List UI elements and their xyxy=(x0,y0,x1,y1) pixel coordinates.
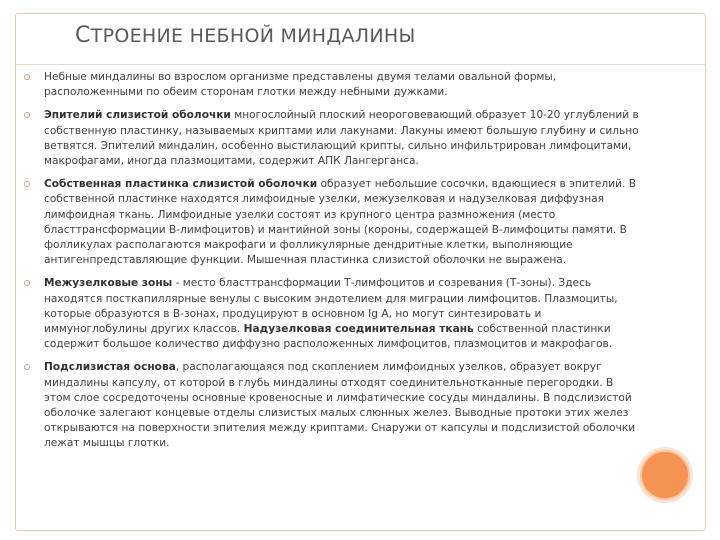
title-first-letter: С xyxy=(75,23,91,48)
bullet-icon xyxy=(24,280,30,286)
list-item xyxy=(22,360,642,451)
list-item xyxy=(22,276,642,352)
bullet-icon xyxy=(24,74,30,80)
list-item xyxy=(22,177,642,268)
bullet-icon xyxy=(24,181,30,187)
title-divider xyxy=(15,64,706,65)
list-item xyxy=(22,108,642,169)
list-item xyxy=(22,70,642,100)
decorative-circle xyxy=(640,450,690,500)
item-text: - место бласттрансформации Т-лимфоцитов и созревания (Т-зоны). Здесь находятся посткапиллярные венулы с высоким эндотелием для миграции лимфоцитов. Плазмоциты, которые образуются в В-зонах, продуцируют в основном Ig А, но могут синтезировать и иммуноглобулины других классов. xyxy=(44,277,618,336)
item-text: образует небольшие сосочки, вдающиеся в эпителий. В собственной пластинке находятся лимфоидные узелки, межузелковая и надузелковая диффузная лимфоидная ткань. Лимфоидные узелки состоят из крупного центра размножения (место бласттрансформации В-лимфоцитов) и мантийной зоны (короны, содержащей В-лимфоциты памяти. В фолликулах располагаются макрофаги и фолликулярные дендритные клетки, выполняющие антигенпредставляющие функции. Мышечная пластинка слизистой оболочки не выражена. xyxy=(44,178,636,267)
item-text: Небные миндалины во взрослом организме представлены двумя телами овальной формы, расположенными по обеим сторонам глотки между небными дужками. xyxy=(44,71,557,99)
title-rest: ТРОЕНИЕ НЕБНОЙ МИНДАЛИНЫ xyxy=(90,25,416,47)
item-bold-inline: Надузелковая соединительная ткань xyxy=(243,323,474,336)
item-bold-lead: Собственная пластинка слизистой оболочки xyxy=(44,178,318,191)
bullet-list xyxy=(22,70,642,460)
item-text: многослойный плоский неороговевающий образует 10-20 углублений в собственную пластинку, называемых криптами или лакунами. Лакуны имеют большую глубину и сильно ветвятся. Эпителий миндалин, особенно выстилающий крипты, сильно инфильтрирован лимфоцитами, макрофагами, иногда плазмоцитами, содержит АПК Лангерганса. xyxy=(44,109,639,168)
slide-title xyxy=(75,23,416,48)
item-text-continued: собственной пластинки содержит большое количество диффузно расположенных лимфоцитов, плазмоцитов и макрофагов. xyxy=(44,323,613,351)
bullet-icon xyxy=(24,364,30,370)
item-bold-lead: Подслизистая основа xyxy=(44,361,176,374)
item-bold-lead: Межузелковые зоны xyxy=(44,277,173,290)
item-text: , располагающаяся под скоплением лимфоидных узелков, образует вокруг миндалины капсулу, от которой в глубь миндалины отходят соединительнотканные перегородки. В этом слое сосредоточены основные кровеносные и лимфатические сосуды миндалины. В подслизистой оболочке залегают концевые отделы слизистых малых слюнных желез. Выводные протоки этих желез открываются на поверхности эпителия между криптами. Снаружи от капсулы и подслизистой оболочки лежат мышцы глотки. xyxy=(44,361,636,450)
item-bold-lead: Эпителий слизистой оболочки xyxy=(44,109,231,122)
bullet-icon xyxy=(24,112,30,118)
